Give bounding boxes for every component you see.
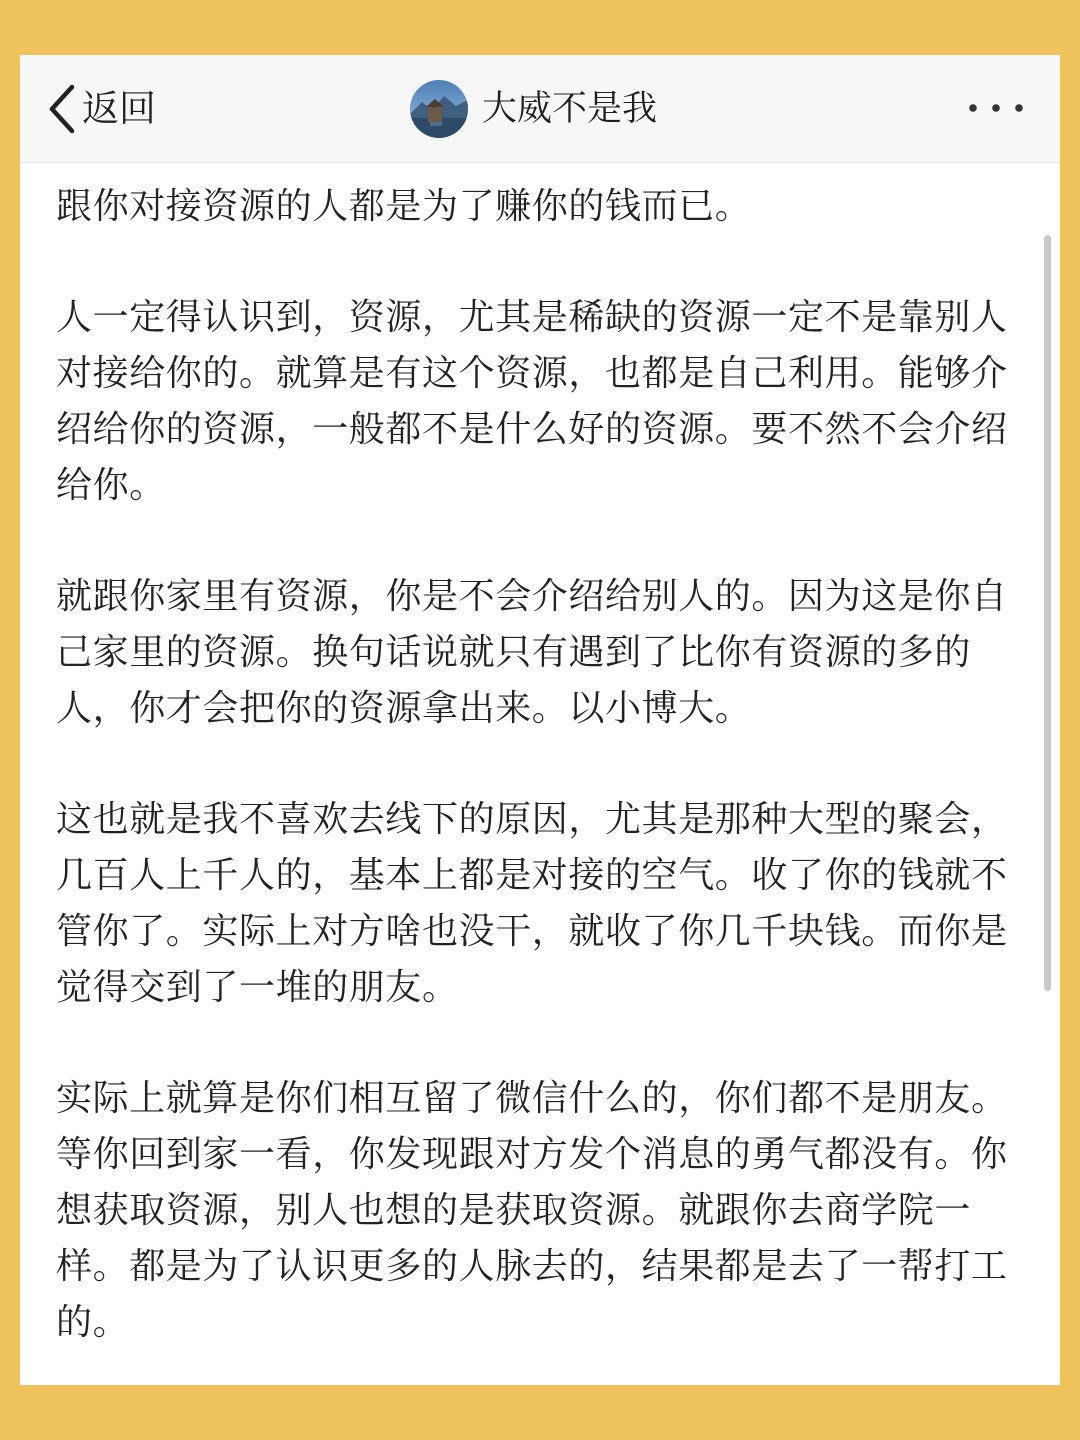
paragraph-2: 人一定得认识到，资源，尤其是稀缺的资源一定不是靠别人对接给你的。就算是有这个资源，也都是自己利用。能够介绍给你的资源，一般都不是什么好的资源。要不然不会介绍给你。 [56, 297, 1008, 506]
post-body [56, 179, 1008, 1385]
chevron-left-icon [46, 83, 78, 135]
author-name: 大威不是我 [482, 89, 658, 129]
paragraph-5: 实际上就算是你们相互留了微信什么的，你们都不是朋友。等你回到家一看，你发现跟对方发个消息的勇气都没有。你想获取资源，别人也想的是获取资源。就跟你去商学院一样。都是为了认识更多的人脉去的，结果都是去了一帮打工的。 [56, 1078, 1008, 1343]
more-dots-icon [966, 93, 1026, 123]
more-button[interactable] [966, 93, 1026, 123]
paragraph-4: 这也就是我不喜欢去线下的原因，尤其是那种大型的聚会，几百人上千人的，基本上都是对接的空气。收了你的钱就不管你了。实际上对方啥也没干，就收了你几千块钱。而你是觉得交到了一堆的朋友。 [56, 799, 1008, 1008]
avatar[interactable] [410, 80, 468, 138]
paragraph-3: 就跟你家里有资源，你是不会介绍给别人的。因为这是你自己家里的资源。换句话说就只有遇到了比你有资源的多的人，你才会把你的资源拿出来。以小博大。 [56, 576, 1008, 729]
back-label: 返回 [82, 87, 156, 130]
top-nav-bar [20, 55, 1060, 163]
scrollbar[interactable] [1044, 235, 1051, 991]
paragraph-1: 跟你对接资源的人都是为了赚你的钱而已。 [56, 186, 752, 227]
back-button[interactable] [46, 81, 156, 137]
author-profile[interactable] [410, 79, 657, 139]
post-card [20, 55, 1060, 1385]
